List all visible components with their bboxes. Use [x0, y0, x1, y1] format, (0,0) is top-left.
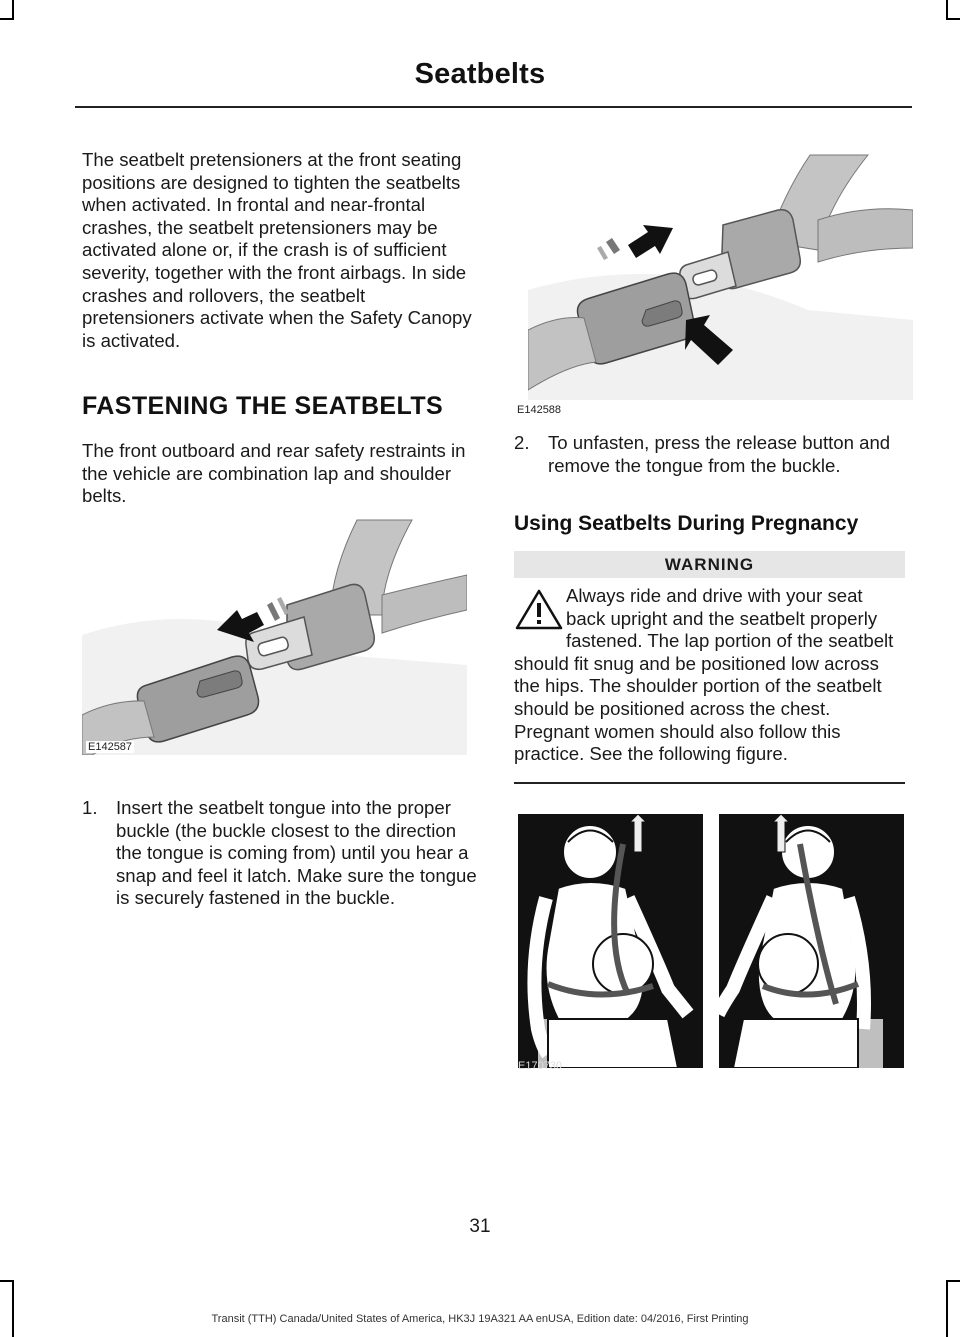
crop-mark-top-left-v	[12, 0, 14, 18]
page-title: Seatbelts	[414, 58, 546, 90]
step-1	[82, 797, 477, 910]
crop-mark-top-left-h	[0, 18, 14, 20]
crop-mark-top-right-v	[946, 0, 948, 18]
warning-end-divider	[514, 782, 905, 784]
warning-text-body: Always ride and drive with your seat back upright and the seatbelt properly fastened. The lap portion of the seatbelt should fit snug and be positioned low across the hips. The shoulder portion of the seatbelt should be positioned across the chest. Pregnant women should also follow this practice. See the following figure.	[514, 585, 894, 765]
step-2	[514, 432, 909, 477]
pregnancy-heading: Using Seatbelts During Pregnancy	[514, 512, 859, 535]
figure-fasten-seatbelt	[82, 515, 467, 755]
figure-code-fasten: E142587	[88, 741, 133, 753]
crop-mark-bottom-left-v	[12, 1280, 14, 1337]
figure-code-unfasten: E142588	[517, 404, 562, 416]
crop-mark-top-right-h	[946, 18, 960, 20]
crop-mark-bottom-right-h	[946, 1280, 960, 1282]
warning-text	[514, 585, 907, 766]
seatbelt-fasten-illustration	[82, 515, 467, 755]
header-divider	[75, 106, 912, 108]
crop-mark-bottom-right-v	[946, 1280, 948, 1337]
warning-icon-spacer	[514, 585, 566, 651]
warning-label: WARNING	[514, 551, 905, 578]
section-paragraph: The front outboard and rear safety restraints in the vehicle are combination lap and shoulder belts.	[82, 440, 466, 507]
step-2-text: To unfasten, press the release button and remove the tongue from the buckle.	[548, 432, 891, 476]
step-1-number: 1.	[82, 797, 98, 818]
pregnancy-seatbelt-illustration	[518, 814, 904, 1068]
intro-paragraph: The seatbelt pretensioners at the front seating positions are designed to tighten the seatbelts when activated. In frontal and near-frontal crashes, the seatbelt pretensioners may be activated alone or, if the crash is of sufficient severity, together with the front airbags. In side crashes and rollovers, the seatbelt pretensioners activate when the Safety Canopy is activated.	[82, 149, 472, 351]
step-2-number: 2.	[514, 432, 530, 453]
step-1-text: Insert the seatbelt tongue into the proper buckle (the buckle closest to the direction the tongue is coming from) until you hear a snap and feel it latch. Make sure the tongue is securely fastened in the buckle.	[116, 797, 477, 909]
figure-pregnancy	[518, 814, 904, 1068]
seatbelt-unfasten-illustration	[528, 150, 913, 400]
figure-code-pregnancy: E170730	[518, 1060, 563, 1072]
page-number: 31	[469, 1216, 491, 1237]
crop-mark-bottom-left-h	[0, 1280, 14, 1282]
section-heading: FASTENING THE SEATBELTS	[82, 392, 444, 420]
footer-edition: Transit (TTH) Canada/United States of America, HK3J 19A321 AA enUSA, Edition date: 04/2016, First Printing	[211, 1313, 749, 1325]
figure-unfasten-seatbelt	[528, 150, 913, 400]
